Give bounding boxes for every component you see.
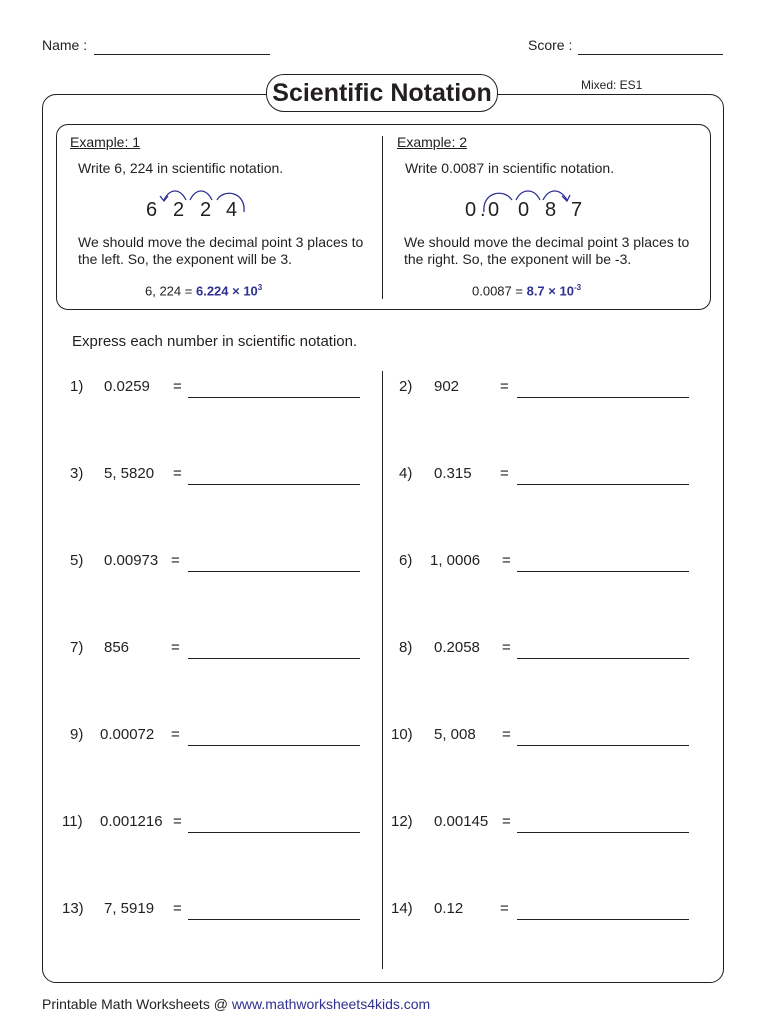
- problem-equals: =: [502, 726, 511, 743]
- problem-value: 0.315: [434, 465, 472, 482]
- example-2-answer-exponent: -3: [573, 283, 582, 292]
- worksheet-title: Scientific Notation: [266, 74, 498, 112]
- problem-number: 14): [391, 900, 413, 917]
- answer-line-2[interactable]: [517, 397, 689, 398]
- name-label: Name :: [42, 37, 88, 53]
- problem-equals: =: [502, 813, 511, 830]
- answer-line-9[interactable]: [188, 745, 360, 746]
- problem-value: 0.00072: [100, 726, 155, 743]
- problem-number: 8): [399, 639, 413, 656]
- example-2-digit: 0: [488, 199, 500, 220]
- problem-number: 4): [399, 465, 413, 482]
- problem-equals: =: [500, 465, 509, 482]
- example-2-answer: [472, 283, 581, 298]
- example-1-decimal-arrows: [140, 186, 260, 220]
- answer-line-11[interactable]: [188, 832, 360, 833]
- example-1-prompt: Write 6, 224 in scientific notation.: [78, 160, 284, 176]
- problem-value: 1, 0006: [430, 552, 481, 569]
- example-2-digit: 0: [518, 199, 530, 220]
- problem-number: 3): [70, 465, 84, 482]
- example-2-digit: .: [480, 199, 486, 220]
- example-1-heading: Example: 1: [70, 134, 141, 150]
- problem-value: 902: [434, 378, 460, 395]
- problem-value: 0.0259: [104, 378, 150, 395]
- answer-line-6[interactable]: [517, 571, 689, 572]
- example-1-explanation-2: the left. So, the exponent will be 3.: [78, 251, 293, 267]
- example-2-heading: Example: 2: [397, 134, 468, 150]
- answer-line-4[interactable]: [517, 484, 689, 485]
- problem-number: 13): [62, 900, 84, 917]
- problem-value: 0.2058: [434, 639, 480, 656]
- problem-number: 11): [62, 813, 83, 830]
- example-2-digit: 8: [545, 199, 557, 220]
- answer-line-10[interactable]: [517, 745, 689, 746]
- problem-value: 7, 5919: [104, 900, 155, 917]
- answer-line-12[interactable]: [517, 832, 689, 833]
- answer-line-8[interactable]: [517, 658, 689, 659]
- problem-number: 1): [70, 378, 84, 395]
- problem-equals: =: [500, 378, 509, 395]
- score-label: Score :: [528, 37, 573, 53]
- problem-equals: =: [171, 552, 180, 569]
- problem-number: 6): [399, 552, 413, 569]
- example-2-digit: 7: [571, 199, 583, 220]
- instruction-text: Express each number in scientific notation.: [72, 333, 358, 350]
- example-2-explanation-2: the right. So, the exponent will be -3.: [404, 251, 632, 267]
- example-2-answer-left: 0.0087 =: [472, 283, 523, 299]
- example-1-explanation-1: We should move the decimal point 3 places to: [78, 234, 364, 250]
- problem-value: 0.001216: [100, 813, 163, 830]
- answer-line-14[interactable]: [517, 919, 689, 920]
- footer-link[interactable]: www.mathworksheets4kids.com: [231, 996, 431, 1012]
- problem-equals: =: [173, 900, 182, 917]
- example-1-answer-exponent: 3: [257, 283, 263, 292]
- problem-value: 0.00973: [104, 552, 159, 569]
- problem-equals: =: [173, 378, 182, 395]
- example-1-answer: [145, 283, 262, 298]
- example-2-digit: 0: [465, 199, 477, 220]
- problem-number: 2): [399, 378, 413, 395]
- score-field[interactable]: [578, 54, 723, 55]
- problem-value: 856: [104, 639, 130, 656]
- answer-line-7[interactable]: [188, 658, 360, 659]
- problem-equals: =: [173, 465, 182, 482]
- worksheet-code: Mixed: ES1: [581, 78, 643, 92]
- problem-equals: =: [502, 552, 511, 569]
- problem-equals: =: [171, 639, 180, 656]
- footer-prefix: Printable Math Worksheets @: [42, 996, 232, 1012]
- problem-equals: =: [502, 639, 511, 656]
- example-1-digit: 4: [226, 199, 238, 220]
- example-2-explanation-1: We should move the decimal point 3 places to: [404, 234, 690, 250]
- problem-number: 12): [391, 813, 413, 830]
- example-2-decimal-arrows: [460, 186, 590, 220]
- example-2-answer-mantissa: 8.7 × 10: [526, 283, 574, 299]
- problem-number: 10): [391, 726, 413, 743]
- example-2-prompt: Write 0.0087 in scientific notation.: [405, 160, 615, 176]
- problem-number: 9): [70, 726, 84, 743]
- problems-divider: [382, 371, 383, 969]
- example-1-answer-left: 6, 224 =: [145, 283, 193, 299]
- answer-line-13[interactable]: [188, 919, 360, 920]
- problem-value: 5, 5820: [104, 465, 155, 482]
- footer: [42, 996, 430, 1012]
- examples-divider: [382, 136, 383, 299]
- example-1-digit: 2: [200, 199, 212, 220]
- problem-equals: =: [171, 726, 180, 743]
- problem-number: 7): [70, 639, 84, 656]
- problem-value: 0.00145: [434, 813, 489, 830]
- example-1-answer-mantissa: 6.224 × 10: [195, 283, 258, 299]
- name-field[interactable]: [94, 54, 270, 55]
- answer-line-1[interactable]: [188, 397, 360, 398]
- problem-equals: =: [173, 813, 182, 830]
- problem-equals: =: [500, 900, 509, 917]
- problem-value: 5, 008: [434, 726, 476, 743]
- answer-line-5[interactable]: [188, 571, 360, 572]
- example-1-digit: 2: [173, 199, 185, 220]
- problem-value: 0.12: [434, 900, 464, 917]
- answer-line-3[interactable]: [188, 484, 360, 485]
- problem-number: 5): [70, 552, 84, 569]
- example-1-digit: 6: [146, 199, 158, 220]
